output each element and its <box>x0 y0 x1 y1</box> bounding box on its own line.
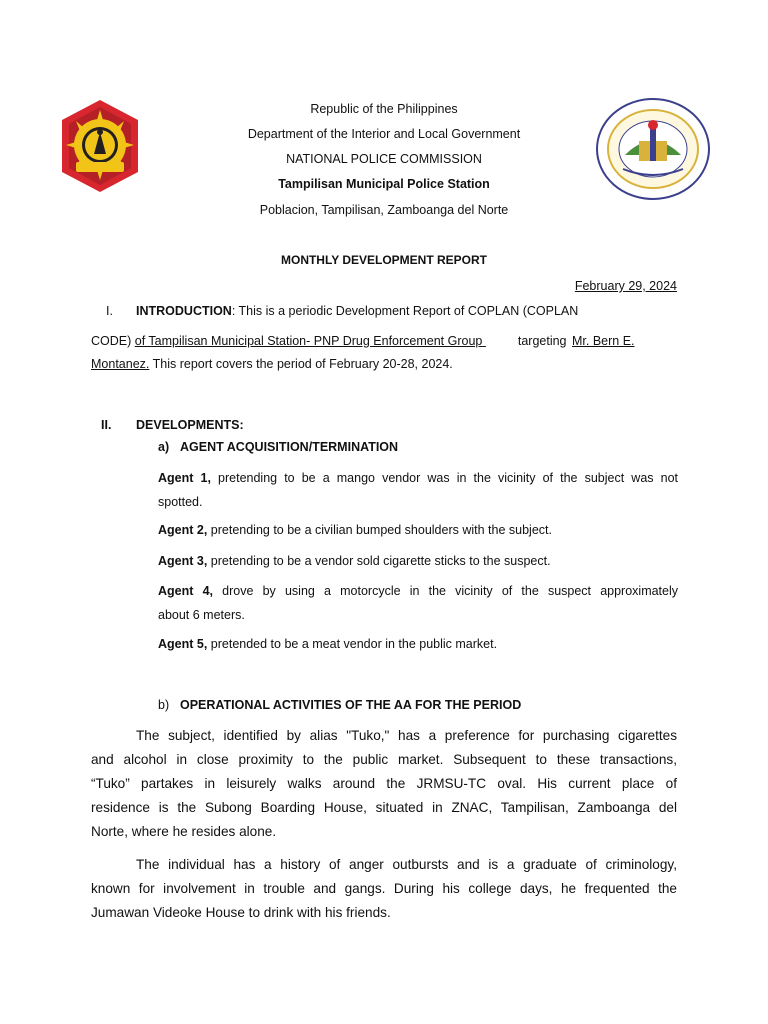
intro-line1 <box>136 304 678 318</box>
agent-text-cont: about 6 meters. <box>158 608 245 622</box>
paragraph-line: known for involvement in trouble and gangs. During his college days, he frequented the <box>91 881 677 896</box>
paragraph-subject <box>91 724 677 844</box>
paragraph-history <box>91 853 677 925</box>
intro-code-text: CODE) <box>91 334 135 348</box>
agent-item-1 <box>158 466 678 514</box>
intro-line3 <box>91 357 453 371</box>
agent-text: pretending to be a mango vendor was in the vicinity of the subject was not <box>210 471 678 485</box>
intro-heading: INTRODUCTION <box>136 304 232 318</box>
dev-heading: DEVELOPMENTS: <box>136 418 244 432</box>
header-station: Tampilisan Municipal Police Station <box>278 177 490 191</box>
paragraph-line: The subject, identified by alias "Tuko," has a preference for purchasing cigarettes <box>136 728 677 743</box>
agent-name: Agent 5, <box>158 637 208 651</box>
intro-blank <box>482 334 510 348</box>
intro-target-surname: Montanez. <box>91 357 150 371</box>
report-date: February 29, 2024 <box>574 279 677 293</box>
intro-numeral: I. <box>106 304 113 318</box>
report-title: MONTHLY DEVELOPMENT REPORT <box>280 253 488 267</box>
agent-item-2 <box>158 518 678 542</box>
agent-text: pretended to be a meat vendor in the public market. <box>207 637 498 651</box>
agent-name: Agent 4, <box>158 584 214 598</box>
sub-b-marker: b) <box>158 698 170 712</box>
paragraph-line: “Tuko” partakes in leisurely walks around the JRMSU-TC oval. His current place of <box>91 776 677 791</box>
header-address: Poblacion, Tampilisan, Zamboanga del Norte <box>259 203 509 217</box>
agent-text: drove by using a motorcycle in the vicinity of the suspect approximately <box>213 584 679 598</box>
paragraph-line: Norte, where he resides alone. <box>91 824 277 839</box>
intro-period-text: This report covers the period of February 20-28, 2024. <box>149 357 453 371</box>
agent-item-4 <box>158 579 678 627</box>
sub-a-marker: a) <box>158 440 170 454</box>
intro-target-name: Mr. Bern E. <box>572 334 635 348</box>
intro-text: : This is a periodic Development Report of COPLAN (COPLAN <box>231 304 579 318</box>
dev-numeral: II. <box>101 418 112 432</box>
agent-text-cont: spotted. <box>158 495 203 509</box>
agent-text: pretending to be a vendor sold cigarette sticks to the suspect. <box>207 554 551 568</box>
paragraph-line: The individual has a history of anger outbursts and is a graduate of criminology, <box>136 857 677 872</box>
sub-b-heading: OPERATIONAL ACTIVITIES OF THE AA FOR THE PERIOD <box>180 698 522 712</box>
paragraph-line: residence is the Subong Boarding House, situated in ZNAC, Tampilisan, Zamboanga del <box>91 800 677 815</box>
paragraph-line: and alcohol in close proximity to the public market. Subsequent to these transactions, <box>91 752 677 767</box>
agent-item-3 <box>158 549 678 573</box>
intro-line2 <box>91 334 678 348</box>
intro-targeting-text: targeting <box>517 334 567 348</box>
intro-group-text: of Tampilisan Municipal Station- PNP Drug Enforcement Group <box>134 334 483 348</box>
agent-item-5 <box>158 632 678 656</box>
paragraph-line: Jumawan Videoke House to drink with his friends. <box>91 905 391 920</box>
agent-name: Agent 2, <box>158 523 208 537</box>
agent-name: Agent 1, <box>158 471 211 485</box>
agent-text: pretending to be a civilian bumped shoulders with the subject. <box>207 523 552 537</box>
header-department: Department of the Interior and Local Government <box>247 127 521 141</box>
header-republic: Republic of the Philippines <box>310 102 458 116</box>
agent-name: Agent 3, <box>158 554 208 568</box>
sub-a-heading: AGENT ACQUISITION/TERMINATION <box>180 440 399 454</box>
header-napolcom: NATIONAL POLICE COMMISSION <box>286 152 482 166</box>
